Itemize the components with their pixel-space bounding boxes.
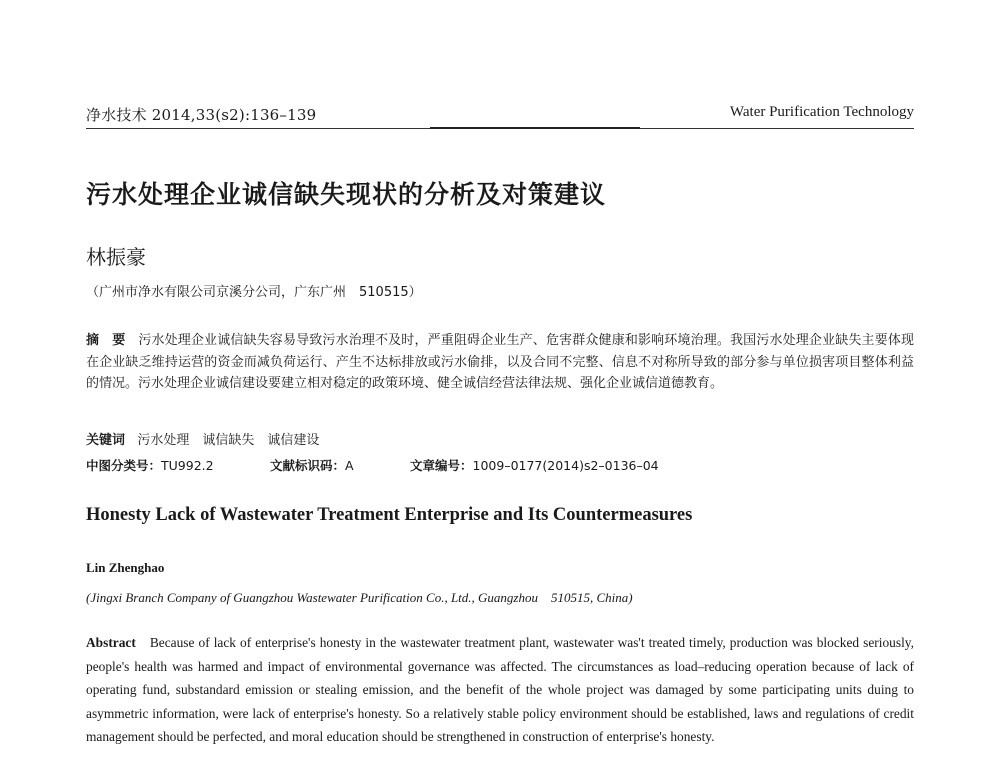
article-number: 文章编号：1009–0177(2014)s2–0136–04: [410, 458, 659, 473]
author-english: Lin Zhenghao: [86, 560, 165, 575]
abstract-chinese: [86, 330, 914, 395]
keywords-chinese: [86, 429, 319, 448]
abstract-chinese-label: 摘 要: [86, 333, 126, 348]
title-english: Honesty Lack of Wastewater Treatment Enterprise and Its Countermeasures: [86, 505, 693, 525]
journal-citation: 净水技术 2014,33(s2):136–139: [86, 106, 317, 124]
author-chinese: 林振豪: [86, 245, 146, 269]
journal-name: Water Purification Technology: [729, 104, 914, 120]
title-chinese: 污水处理企业诚信缺失现状的分析及对策建议: [86, 180, 607, 209]
header-rule-accent: [430, 127, 640, 129]
clc-number: 中图分类号：TU992.2: [86, 458, 214, 473]
keywords-label: 关键词: [86, 433, 126, 448]
abstract-english-text: Because of lack of enterprise's honesty in the wastewater treatment plant, wastewater was't treated timely, production was blocked seriously, people's health was harmed and impact of environmental governance was affected. The circumstances as load–reducing operation because of lack of operating fund, substandard emission or stealing emission, and the benefit of the whole project was damaged by some participating units duing to asymmetric information, were lack of enterprise's honesty. So a relatively stable policy environment should be established, laws and regulations of credit management should be perfected, and moral education should be strengthened in construction of enterprise's honesty.: [86, 635, 914, 744]
abstract-english: [86, 631, 914, 749]
affiliation-chinese: （广州市净水有限公司京溪分公司，广东广州 510515）: [86, 285, 422, 300]
journal-header: [86, 104, 914, 129]
abstract-chinese-text: 污水处理企业诚信缺失容易导致污水治理不及时，严重阻碍企业生产、危害群众健康和影响环境治理。我国污水处理企业缺失主要体现在企业缺乏维持运营的资金而减负荷运行、产生不达标排放或污水偷排，以及合同不完整、信息不对称所导致的部分参与单位损害项目整体利益的情况。污水处理企业诚信建设要建立相对稳定的政策环境、健全诚信经营法律法规、强化企业诚信道德教育。: [86, 333, 914, 391]
abstract-english-label: Abstract: [86, 635, 136, 650]
affiliation-english: (Jingxi Branch Company of Guangzhou Wastewater Purification Co., Ltd., Guangzhou 510515, China): [86, 590, 633, 605]
document-code: 文献标识码：A: [270, 458, 354, 473]
keywords-text: 污水处理 诚信缺失 诚信建设: [137, 433, 320, 448]
